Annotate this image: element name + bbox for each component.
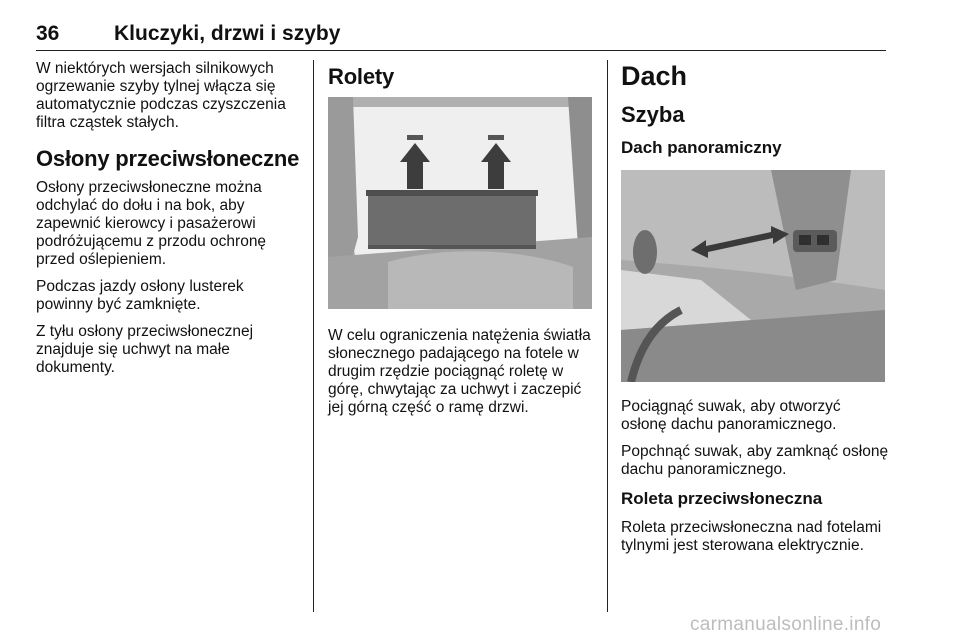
header-divider [36, 50, 886, 51]
panoramic-roof-slider-icon [621, 170, 885, 382]
column-divider-1 [313, 60, 314, 612]
column-1 [36, 60, 301, 386]
blinds-paragraph: W celu ograniczenia natężenia światła słonecznego padającego na fotele w drugim rzędzie pociągnąć roletę w górę, chwytając za uchwyt i zaczepić jej górną część o ramę drzwi. [328, 327, 591, 416]
sun-visors-paragraph-2: Podczas jazdy osłony lusterek powinny być zamknięte. [36, 278, 244, 313]
sun-visors-paragraph-3: Z tyłu osłony przeciwsłonecznej znajduje się uchwyt na małe dokumenty. [36, 323, 254, 376]
section-heading-blinds: Rolety [328, 64, 395, 89]
page-header [36, 22, 886, 48]
column-2 [328, 60, 596, 426]
sun-visors-paragraph-1: Osłony przeciwsłoneczne można odchylać do dołu i na bok, aby zapewnić kierowcy i pasażerowi podróżującemu z przodu ochronę przed oślepieniem. [36, 179, 267, 268]
heading-panoramic-roof: Dach panoramiczny [621, 138, 782, 157]
section-heading-sun-visors: Osłony przeciwsłoneczne [36, 146, 300, 171]
heading-sun-blind: Roleta przeciwsłoneczna [621, 489, 823, 508]
chapter-title: Kluczyki, drzwi i szyby [114, 22, 341, 45]
rear-window-blind-icon [328, 97, 592, 309]
column-divider-2 [607, 60, 608, 612]
intro-paragraph: W niektórych wersjach silnikowych ogrzewanie szyby tylnej włącza się automatycznie podczas czyszczenia filtra cząstek stałych. [36, 60, 286, 131]
column-3 [621, 60, 889, 564]
page-number: 36 [36, 22, 60, 45]
roof-open-paragraph: Pociągnąć suwak, aby otworzyć osłonę dachu panoramicznego. [621, 398, 841, 433]
sun-blind-paragraph: Roleta przeciwsłoneczna nad fotelami tylnymi jest sterowana elektrycznie. [621, 519, 882, 554]
section-heading-roof: Dach [621, 61, 688, 91]
roof-close-paragraph: Popchnąć suwak, aby zamknąć osłonę dachu panoramicznego. [621, 443, 889, 478]
subheading-glass: Szyba [621, 102, 685, 127]
watermark-text: carmanualsonline.info [690, 614, 882, 635]
